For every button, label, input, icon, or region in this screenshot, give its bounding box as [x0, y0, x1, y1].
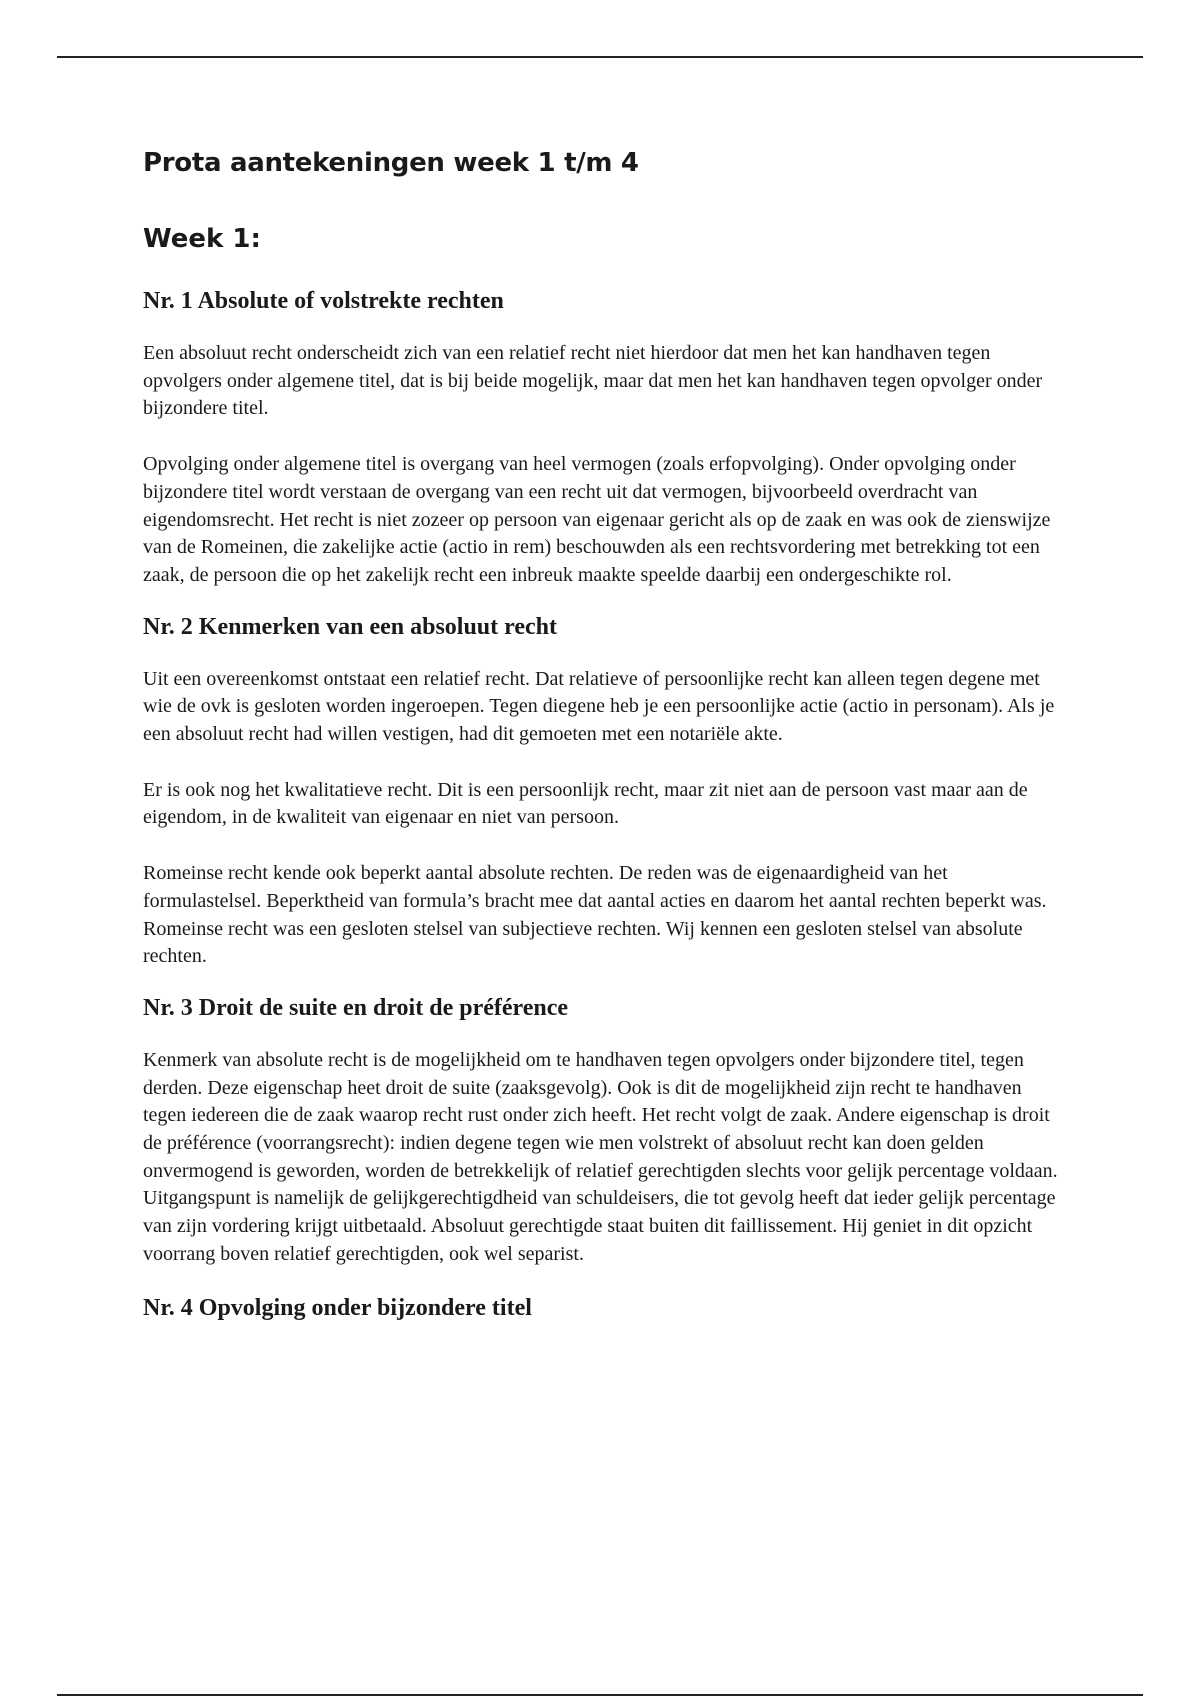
paragraph: Er is ook nog het kwalitatieve recht. Dit is een persoonlijk recht, maar zit niet aan de persoon vast maar aan de eigendom, in de kwaliteit van eigenaar en niet van persoon. — [143, 778, 1028, 829]
paragraph: Kenmerk van absolute recht is de mogelijkheid om te handhaven tegen opvolgers onder bijzondere titel, tegen derden. Deze eigenschap heet droit de suite (zaaksgevolg). Ook is dit de mogelijkheid zijn recht te handhaven tegen iedereen die de zaak waarop recht rust onder zich heeft. Het recht volgt de zaak. Andere eigenschap is droit de préférence (voorrangsrecht): indien degene tegen wie men volstrekt of absoluut recht kan doen gelden onvermogend is geworden, worden de betrekkelijk of relatief gerechtigden slechts voor gelijk percentage voldaan. Uitgangspunt is namelijk de gelijkgerechtigdheid van schuldeisers, die tot gevolg heeft dat ieder gelijk percentage van zijn vordering krijgt uitbetaald. Absoluut gerechtigde staat buiten dit faillissement. Hij geniet in dit opzicht voorrang boven relatief gerechtigden, ook wel separist. — [143, 1048, 1058, 1265]
paragraph: Opvolging onder algemene titel is overgang van heel vermogen (zoals erfopvolging). Onder opvolging onder bijzondere titel wordt verstaan de overgang van een recht uit dat vermogen, bijvoorbeeld overdracht van eigendomsrecht. Het recht is niet zozeer op persoon van eigenaar gericht als op de zaak en was ook de zienswijze van de Romeinen, die zakelijke actie (actio in rem) beschouwden als een rechtsvordering met betrekking tot een zaak, de persoon die op het zakelijk recht een inbreuk maakte speelde daarbij een ondergeschikte rol. — [143, 453, 1051, 586]
document-body — [143, 146, 1063, 1323]
paragraph: Een absoluut recht onderscheidt zich van een relatief recht niet hierdoor dat men het kan handhaven tegen opvolgers onder algemene titel, dat is bij beide mogelijk, maar dat men het kan handhaven tegen opvolger onder bijzondere titel. — [143, 342, 1043, 420]
document-title: Prota aantekeningen week 1 t/m 4 — [143, 148, 639, 178]
top-rule — [57, 56, 1143, 58]
paragraph: Uit een overeenkomst ontstaat een relatief recht. Dat relatieve of persoonlijke recht kan alleen tegen degene met wie de ovk is gesloten worden ingeroepen. Tegen diegene heb je een persoonlijke actie (actio in personam). Als je een absoluut recht had willen vestigen, had dit gemoeten met een notariële akte. — [143, 667, 1055, 746]
bottom-rule — [57, 1694, 1143, 1696]
week-heading: Week 1: — [143, 224, 261, 254]
paragraph: Romeinse recht kende ook beperkt aantal absolute rechten. De reden was de eigenaardigheid van het formulastelsel. Beperktheid van formula’s bracht mee dat aantal acties en daarom het aantal rechten beperkt was. Romeinse recht was een gesloten stelsel van subjectieve rechten. Wij kennen een gesloten stelsel van absolute rechten. — [143, 862, 1047, 968]
section-heading: Nr. 3 Droit de suite en droit de préférence — [143, 994, 569, 1021]
section-heading: Nr. 1 Absolute of volstrekte rechten — [143, 288, 504, 314]
section-heading: Nr. 4 Opvolging onder bijzondere titel — [143, 1294, 532, 1321]
section-heading: Nr. 2 Kenmerken van een absoluut recht — [143, 613, 557, 640]
